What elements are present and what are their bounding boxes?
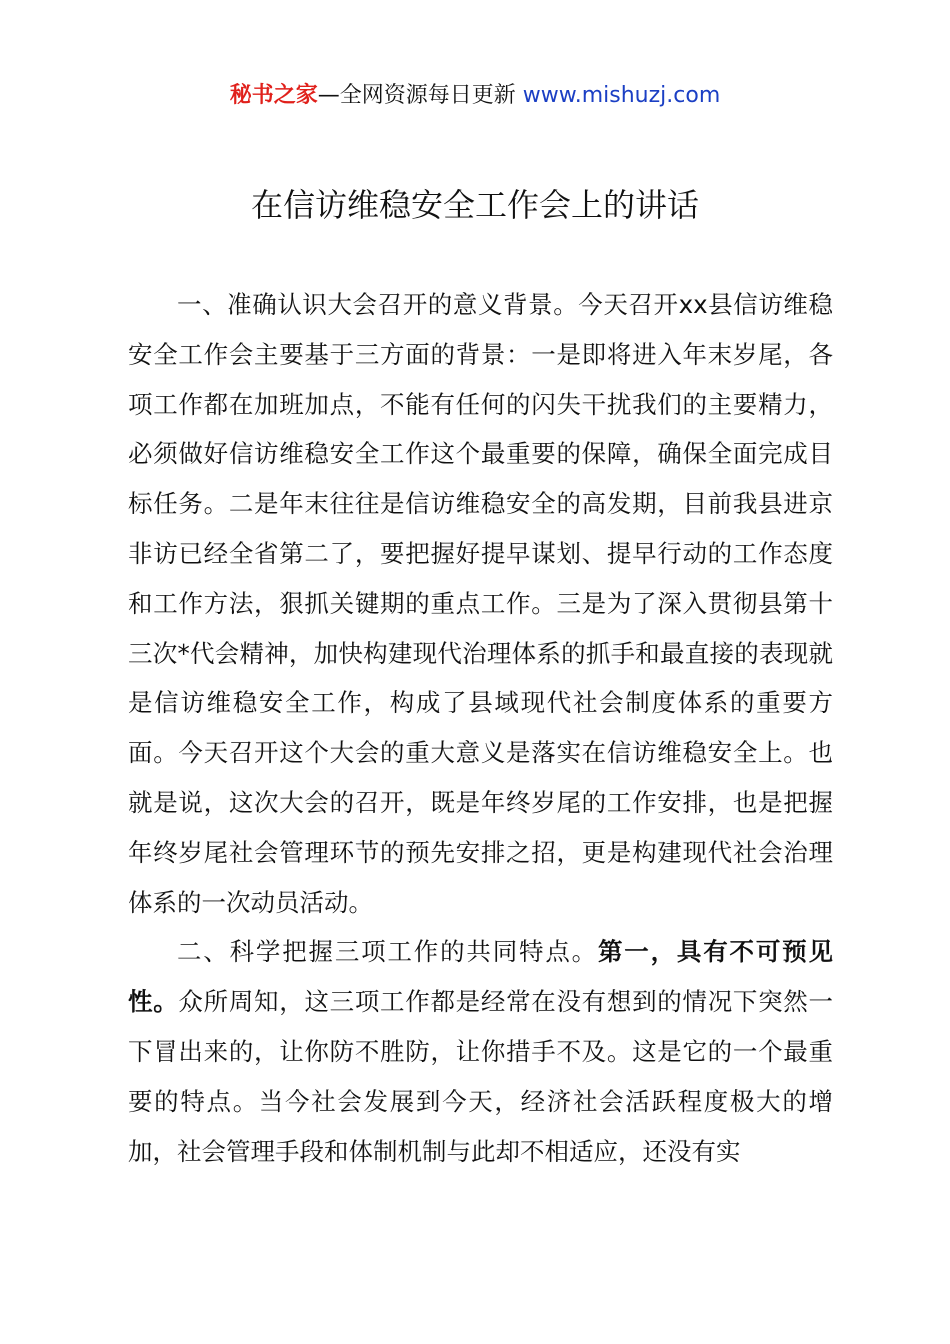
document-body <box>128 280 833 1176</box>
document-title: 在信访维稳安全工作会上的讲话 <box>250 186 699 224</box>
paragraph-2-lead: 二、科学把握三项工作的共同特点。 <box>177 937 598 967</box>
paragraph-2-bold: 第一，具有不可预见性。 <box>128 937 833 1017</box>
paragraph-2-rest: 众所周知，这三项工作都是经常在没有想到的情况下突然一下冒出来的，让你防不胜防，让你措手不及。这是它的一个最重要的特点。当今社会发展到今天，经济社会活跃程度极大的增加，社会管理手段和体制机制与此却不相适应，还没有实 <box>128 987 834 1166</box>
brand-name: 秘书之家 <box>229 83 318 108</box>
header-tagline: —全网资源每日更新 <box>317 83 523 108</box>
site-url[interactable]: www.mishuzj.com <box>522 83 721 108</box>
site-header <box>0 80 950 112</box>
paragraph-1: 一、准确认识大会召开的意义背景。今天召开xx县信访维稳安全工作会主要基于三方面的背景：一是即将进入年末岁尾，各项工作都在加班加点，不能有任何的闪失干扰我们的主要精力，必须做好信访维稳安全工作这个最重要的保障，确保全面完成目标任务。二是年末往往是信访维稳安全的高发期，目前我县进京非访已经全省第二了，要把握好提早谋划、提早行动的工作态度和工作方法，狠抓关键期的重点工作。三是为了深入贯彻县第十三次*代会精神，加快构建现代治理体系的抓手和最直接的表现就是信访维稳安全工作，构成了县域现代社会制度体系的重要方面。今天召开这个大会的重大意义是落实在信访维稳安全上。也就是说，这次大会的召开，既是年终岁尾的工作安排，也是把握年终岁尾社会管理环节的预先安排之招，更是构建现代社会治理体系的一次动员活动。 <box>128 290 833 917</box>
paragraph-2 <box>128 927 833 1176</box>
